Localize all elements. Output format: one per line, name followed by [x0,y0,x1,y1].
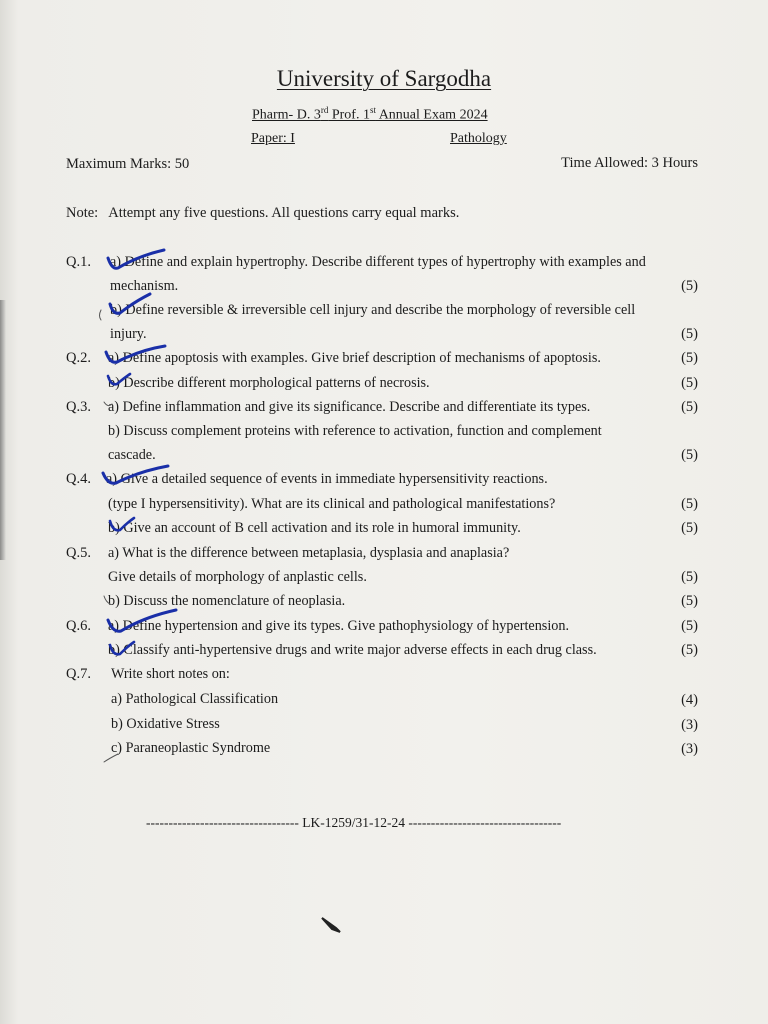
question-line: Write short notes on: [111,666,230,682]
question-line: b) Define reversible & irreversible cell injury and describe the morphology of reversible cell [110,302,636,318]
question-line: mechanism. [110,278,179,294]
question-line: a) Pathological Classification [111,691,279,707]
question-number: Q.1. [66,254,91,270]
question-number: Q.3. [66,399,91,415]
marks-value: (4) [681,692,698,708]
question-line: injury. [110,326,147,342]
marks-value: (5) [681,447,698,463]
question-line: b) Describe different morphological patterns of necrosis. [108,375,430,391]
subject-name: Pathology [450,131,507,146]
marks-value: (3) [681,717,698,733]
question-number: Q.5. [66,545,91,561]
marks-value: (5) [681,350,698,366]
question-number: Q.7. [66,666,91,682]
marks-value: (3) [681,741,698,757]
question-line: a) Define hypertension and give its types. Give pathophysiology of hypertension. [108,618,569,634]
note-label: Note: [66,205,99,221]
marks-value: (5) [681,326,698,342]
marks-value: (5) [681,618,698,634]
paper-code-footer: ---------------------------------- LK-1259/31-12-24 ---------------------------------- [146,815,562,830]
maximum-marks: Maximum Marks: 50 [66,156,190,172]
question-number: Q.4. [66,471,91,487]
marks-value: (5) [681,399,698,415]
question-number: Q.2. [66,350,91,366]
question-line: Give details of morphology of anplastic cells. [108,569,367,585]
question-line: a) Give a detailed sequence of events in immediate hypersensitivity reactions. [106,471,548,487]
question-line: b) Classify anti-hypertensive drugs and write major adverse effects in each drug class. [108,642,597,658]
question-line: a) What is the difference between metaplasia, dysplasia and anaplasia? [108,545,510,561]
marks-value: (5) [681,569,698,585]
exam-subtitle: Pharm- D. 3rd Prof. 1st Annual Exam 2024 [252,105,488,123]
marks-value: (5) [681,593,698,609]
marks-value: (5) [681,496,698,512]
question-number: Q.6. [66,618,91,634]
question-line: c) Paraneoplastic Syndrome [111,740,271,756]
question-line: b) Oxidative Stress [111,716,220,732]
marks-value: (5) [681,278,698,294]
question-line: a) Define and explain hypertrophy. Describe different types of hypertrophy with examples and [110,254,646,270]
marks-value: (5) [681,520,698,536]
question-line: a) Define apoptosis with examples. Give brief description of mechanisms of apoptosis. [108,350,601,366]
marks-value: (5) [681,375,698,391]
question-line: (type I hypersensitivity). What are its clinical and pathological manifestations? [108,496,556,512]
paper-number: Paper: I [251,131,295,146]
page-edge-shadow [0,300,6,560]
marks-value: (5) [681,642,698,658]
question-line: b) Discuss the nomenclature of neoplasia. [108,593,346,609]
time-allowed: Time Allowed: 3 Hours [561,155,698,171]
university-title: University of Sargodha [276,66,492,91]
question-line: cascade. [108,447,156,463]
note-text: Attempt any five questions. All questions carry equal marks. [108,205,460,221]
exam-note [66,205,459,222]
question-line: a) Define inflammation and give its significance. Describe and differentiate its types. [108,399,591,415]
question-line: b) Give an account of B cell activation and its role in humoral immunity. [108,520,521,536]
question-line: b) Discuss complement proteins with reference to activation, function and complement [108,423,602,439]
